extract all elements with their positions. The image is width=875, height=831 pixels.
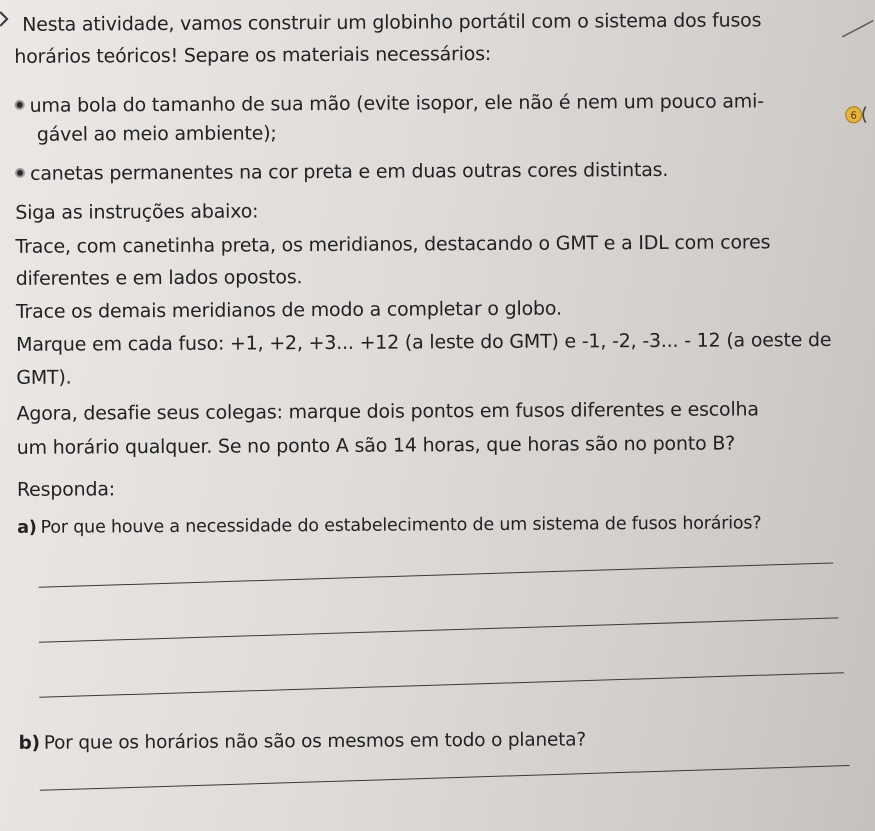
instruction-step-3: Marque em cada fuso: +1, +2, +3... +12 (a leste do GMT) e -1, -2, -3... - 12 (a oeste de [16,328,832,356]
questions-heading: Responda: [16,478,116,501]
instruction-step-1: Trace, com canetinha preta, os meridianos, destacando o GMT e a IDL com cores [15,231,771,258]
material-item-1 [15,90,764,117]
answer-line-a-2[interactable] [39,617,839,642]
recycle-icon-number: 6 [850,110,857,122]
answer-line-b-1[interactable] [40,765,850,791]
question-b-text: Por que os horários não são os mesmos em todo o planeta? [43,729,587,754]
instruction-step-4-continued: um horário qualquer. Se no ponto A são 14 horas, que horas são no ponto B? [16,432,736,459]
intro-line-1: Nesta atividade, vamos construir um globinho portátil com o sistema dos fusos [22,9,762,36]
material-item-1-continued: gável ao meio ambiente); [36,122,277,146]
question-a [17,513,761,538]
question-a-letter: a) [17,517,37,538]
instruction-step-1-continued: diferentes e em lados opostos. [15,266,303,290]
answer-line-a-3[interactable] [39,672,844,698]
question-a-text: Por que houve a necessidade do estabelecimento de um sistema de fusos horários? [40,513,762,538]
instructions-heading: Siga as instruções abaixo: [15,200,259,224]
question-b [18,729,586,753]
bullet-icon [15,168,25,178]
instruction-step-4: Agora, desafie seus colegas: marque dois pontos em fusos diferentes e escolha [16,398,759,425]
material-item-1-text: uma bola do tamanho de sua mão (evite isopor, ele não é nem um pouco ami- [29,90,764,117]
recycle-icon [844,102,874,128]
corner-arrow-icon [0,10,10,30]
material-item-2 [15,159,668,185]
intro-line-2: horários teóricos! Separe os materiais necessários: [14,43,492,68]
question-b-letter: b) [18,732,40,754]
answer-line-a-1[interactable] [39,562,834,587]
margin-stroke-icon [840,15,875,45]
instruction-step-3-continued: GMT). [16,366,72,389]
instruction-step-2: Trace os demais meridianos de modo a completar o globo. [15,297,562,323]
material-item-2-text: canetas permanentes na cor preta e em duas outras cores distintas. [29,158,669,185]
bullet-icon [15,100,25,110]
